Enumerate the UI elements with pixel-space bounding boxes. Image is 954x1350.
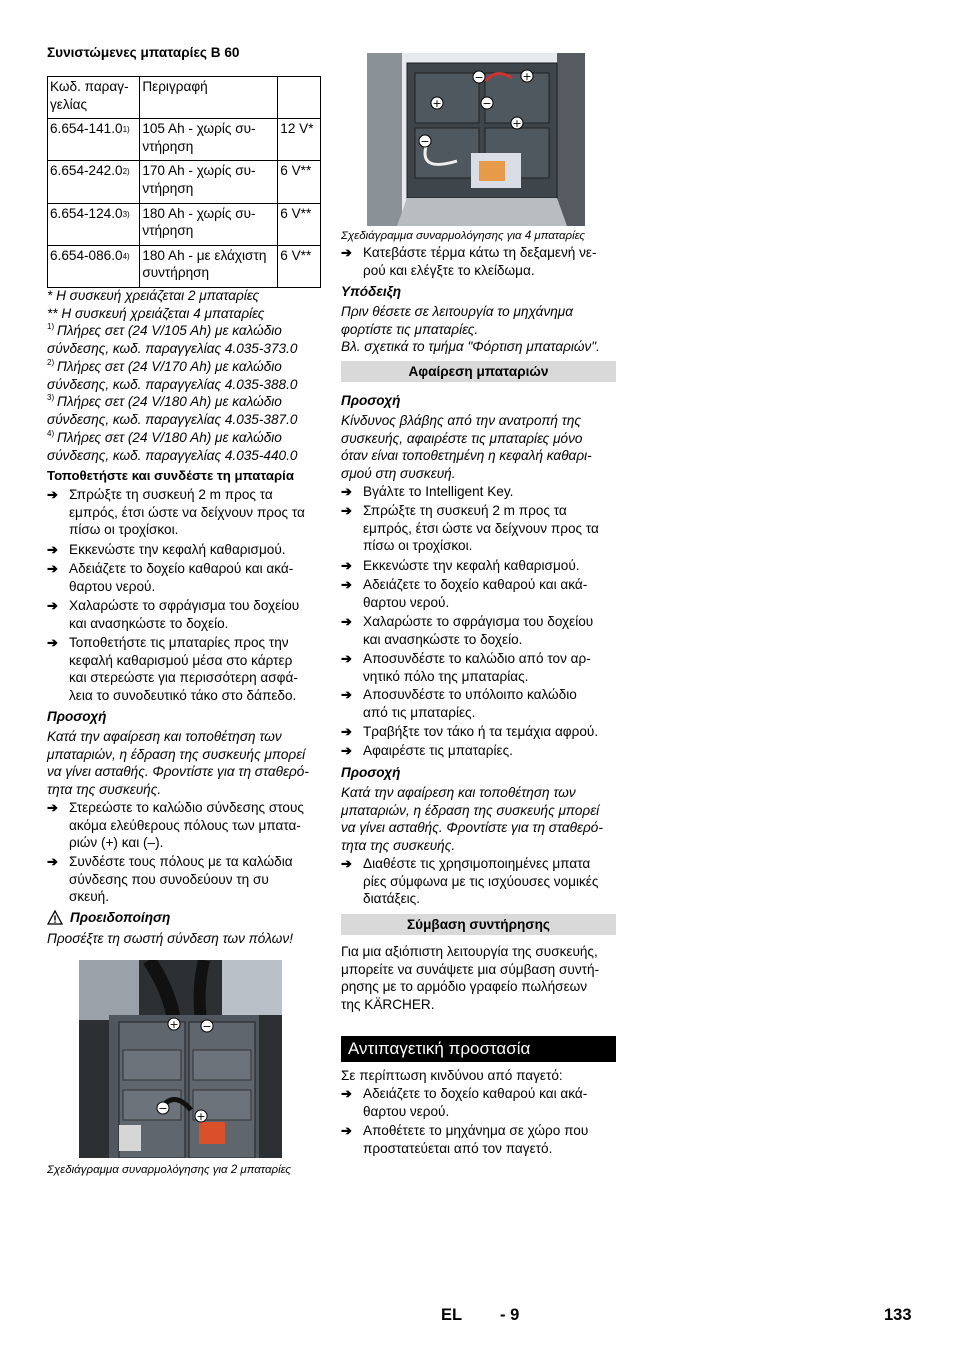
svg-text:−: −	[482, 97, 492, 110]
cell-desc: 180 Ah - με ελάχιστη συντήρηση	[140, 245, 278, 287]
install-title: Τοποθετήστε και συνδέστε τη μπαταρία	[47, 468, 294, 483]
battery-table	[47, 76, 321, 288]
arrow-right-icon: ➔	[341, 651, 352, 666]
cell-code: 6.654-141.0	[50, 121, 123, 137]
arrow-right-icon: ➔	[47, 635, 58, 650]
cell-volt: 12 V*	[278, 119, 321, 161]
cell-sup: 1)	[122, 125, 130, 135]
arrow-right-icon: ➔	[341, 1123, 352, 1138]
frost-intro: Σε περίπτωση κινδύνου από παγετό:	[341, 1068, 563, 1083]
arrow-right-icon: ➔	[47, 561, 58, 576]
footnote-sup: 4)	[47, 429, 55, 438]
list-item: ➔ Στερεώστε το καλώδιο σύνδεσης στους ακόμα ελεύθερους πόλους των μπατα- ριών (+) και (–).	[47, 800, 304, 851]
cell-desc: 170 Ah - χωρίς συ- ντήρηση	[140, 161, 278, 203]
list-item: ➔ Τοποθετήστε τις μπαταρίες προς την κεφαλή καθαρισμού μέσα στο κάρτερ και στερεώστε για περισσότερη ασφά- λεια το συνοδευτικό τάκο στο δάπεδο.	[47, 635, 298, 703]
cell-desc: 105 Ah - χωρίς συ- ντήρηση	[140, 119, 278, 161]
footnote-sup: 3)	[47, 393, 55, 402]
caution-text: Κατά την αφαίρεση και τοποθέτηση των μπαταριών, η έδραση της συσκευής μπορεί να γίνει ασταθής. Φροντίστε για τη σταθερό- τητα της συσκευής.	[341, 785, 603, 853]
arrow-right-icon: ➔	[341, 687, 352, 702]
arrow-right-icon: ➔	[341, 503, 352, 518]
table-row	[48, 245, 321, 287]
arrow-right-icon: ➔	[341, 724, 352, 739]
arrow-right-icon: ➔	[47, 598, 58, 613]
list-item: ➔ Εκκενώστε την κεφαλή καθαρισμού.	[341, 558, 580, 573]
list-item: ➔ Κατεβάστε τέρμα κάτω τη δεξαμενή νε- ρού και ελέγξτε το κλείδωμα.	[341, 245, 597, 278]
arrow-right-icon: ➔	[47, 854, 58, 869]
warning-text: Προσέξτε τη σωστή σύνδεση των πόλων!	[47, 931, 293, 946]
contract-text: Για μια αξιόπιστη λειτουργία της συσκευής, μπορείτε να συνάψετε μια σύμβαση συντή- ρησης με το αρμόδιο γραφείο πωλήσεων της KÄRCHER.	[341, 944, 600, 1012]
list-item: ➔ Αδειάζετε το δοχείο καθαρού και ακά- θαρτου νερού.	[341, 1086, 588, 1119]
cell-sup: 2)	[122, 167, 130, 177]
list-item: ➔ Αποσυνδέστε το υπόλοιπο καλώδιο από τις μπαταρίες.	[341, 687, 577, 720]
arrow-right-icon: ➔	[341, 614, 352, 629]
arrow-right-icon: ➔	[341, 484, 352, 499]
arrow-right-icon: ➔	[341, 856, 352, 871]
svg-text:+: +	[432, 97, 442, 110]
arrow-right-icon: ➔	[341, 1086, 352, 1101]
table-header-desc: Περιγραφή	[140, 77, 278, 119]
list-item: ➔ Αδειάζετε το δοχείο καθαρού και ακά- θαρτου νερού.	[341, 577, 588, 610]
battery-photo-4	[367, 53, 585, 226]
cell-code: 6.654-124.0	[50, 205, 123, 221]
table-row	[48, 119, 321, 161]
caution-text: Κίνδυνος βλάβης από την ανατροπή της συσκευής, αφαιρέστε τις μπαταρίες μόνο όταν είναι τοποθετημένη η κεφαλή καθαρι- σμού στη συσκευή.	[341, 413, 592, 481]
footer-section: - 9	[500, 1306, 520, 1324]
section-band-remove: Αφαίρεση μπαταριών	[341, 361, 616, 382]
cell-volt: 6 V**	[278, 245, 321, 287]
footer-page-number: 133	[884, 1306, 912, 1324]
footer-language: EL	[441, 1306, 463, 1324]
list-item: ➔ Σπρώξτε τη συσκευή 2 m προς τα εμπρός, έτσι ώστε να δείχνουν προς τα πίσω οι τροχίσκοι.	[341, 503, 599, 554]
caution-title: Προσοχή	[341, 765, 401, 780]
svg-text:−: −	[158, 1102, 168, 1115]
arrow-right-icon: ➔	[47, 487, 58, 502]
cell-desc: 180 Ah - χωρίς συ- ντήρηση	[140, 203, 278, 245]
arrow-right-icon: ➔	[47, 800, 58, 815]
footnote-4: Πλήρες σετ (24 V/180 Ah) με καλώδιο σύνδεσης, κωδ. παραγγελίας 4.035-440.0	[47, 430, 298, 463]
note-2-batteries: * Η συσκευή χρειάζεται 2 μπαταρίες	[47, 288, 260, 303]
cell-code: 6.654-242.0	[50, 163, 123, 179]
warning-triangle-icon	[47, 910, 63, 926]
cell-code: 6.654-086.0	[50, 247, 123, 263]
list-item: ➔ Συνδέστε τους πόλους με τα καλώδια σύνδεσης που συνοδεύουν τη συ σκευή.	[47, 854, 293, 905]
svg-text:+: +	[512, 117, 522, 130]
svg-text:+: +	[522, 70, 532, 83]
caution-title: Προσοχή	[341, 393, 401, 408]
svg-text:−: −	[474, 71, 484, 84]
list-item: ➔ Σπρώξτε τη συσκευή 2 m προς τα εμπρός, έτσι ώστε να δείχνουν προς τα πίσω οι τροχίσκοι.	[47, 487, 305, 538]
table-header-code: Κωδ. παραγ- γελίας	[48, 77, 140, 119]
arrow-right-icon: ➔	[341, 577, 352, 592]
arrow-right-icon: ➔	[341, 558, 352, 573]
footnote-sup: 1)	[47, 322, 55, 331]
cell-volt: 6 V**	[278, 203, 321, 245]
footnote-3: Πλήρες σετ (24 V/180 Ah) με καλώδιο σύνδεσης, κωδ. παραγγελίας 4.035-387.0	[47, 394, 298, 427]
svg-text:+: +	[196, 1110, 206, 1123]
cell-sup: 3)	[122, 209, 130, 219]
note-text: Πριν θέσετε σε λειτουργία το μηχάνημα φορτίστε τις μπαταρίες. Βλ. σχετικά το τμήμα "Φόρτιση μπαταριών".	[341, 304, 600, 355]
section-title-batteries: Συνιστώμενες μπαταρίες B 60	[47, 45, 240, 60]
section-heading-frost: Αντιπαγετική προστασία	[341, 1036, 616, 1062]
photo-caption-2: Σχεδιάγραμμα συναρμολόγησης για 2 μπαταρίες	[47, 1164, 291, 1176]
warning-title: Προειδοποίηση	[70, 910, 171, 925]
svg-text:−: −	[420, 135, 430, 148]
photo-caption-4: Σχεδιάγραμμα συναρμολόγησης για 4 μπαταρίες	[341, 230, 585, 242]
note-4-batteries: ** Η συσκευή χρειάζεται 4 μπαταρίες	[47, 306, 265, 321]
svg-text:+: +	[169, 1018, 179, 1031]
caution-text: Κατά την αφαίρεση και τοποθέτηση των μπαταριών, η έδραση της συσκευής μπορεί να γίνει ασταθής. Φροντίστε για τη σταθερό- τητα της συσκευής.	[47, 729, 309, 797]
list-item: ➔ Αποθέτετε το μηχάνημα σε χώρο που προστατεύεται από τον παγετό.	[341, 1123, 589, 1156]
list-item: ➔ Αφαιρέστε τις μπαταρίες.	[341, 743, 513, 758]
note-title: Υπόδειξη	[341, 284, 402, 299]
list-item: ➔ Διαθέστε τις χρησιμοποιημένες μπατα ρίες σύμφωνα με τις ισχύουσες νομικές διατάξεις.	[341, 856, 599, 907]
list-item: ➔ Εκκενώστε την κεφαλή καθαρισμού.	[47, 542, 286, 557]
list-item: ➔ Αποσυνδέστε το καλώδιο από τον αρ- νητικό πόλο της μπαταρίας.	[341, 651, 591, 684]
table-row	[48, 203, 321, 245]
list-item: ➔ Αδειάζετε το δοχείο καθαρού και ακά- θαρτου νερού.	[47, 561, 294, 594]
list-item: ➔ Χαλαρώστε το σφράγισμα του δοχείου και ανασηκώστε το δοχείο.	[47, 598, 300, 631]
table-header-volt	[278, 77, 321, 119]
arrow-right-icon: ➔	[47, 542, 58, 557]
list-item: ➔ Χαλαρώστε το σφράγισμα του δοχείου και ανασηκώστε το δοχείο.	[341, 614, 594, 647]
svg-text:−: −	[202, 1020, 212, 1033]
footnote-2: Πλήρες σετ (24 V/170 Ah) με καλώδιο σύνδεσης, κωδ. παραγγελίας 4.035-388.0	[47, 359, 298, 392]
list-item: ➔ Τραβήξτε τον τάκο ή τα τεμάχια αφρού.	[341, 724, 599, 739]
table-row	[48, 161, 321, 203]
footnote-sup: 2)	[47, 358, 55, 367]
arrow-right-icon: ➔	[341, 743, 352, 758]
section-band-contract: Σύμβαση συντήρησης	[341, 914, 616, 935]
battery-photo-2	[79, 960, 282, 1158]
cell-volt: 6 V**	[278, 161, 321, 203]
list-item: ➔ Βγάλτε το Intelligent Key.	[341, 484, 514, 499]
cell-sup: 4)	[122, 251, 130, 261]
caution-title: Προσοχή	[47, 709, 107, 724]
footnote-1: Πλήρες σετ (24 V/105 Ah) με καλώδιο σύνδεσης, κωδ. παραγγελίας 4.035-373.0	[47, 323, 298, 356]
arrow-right-icon: ➔	[341, 245, 352, 260]
